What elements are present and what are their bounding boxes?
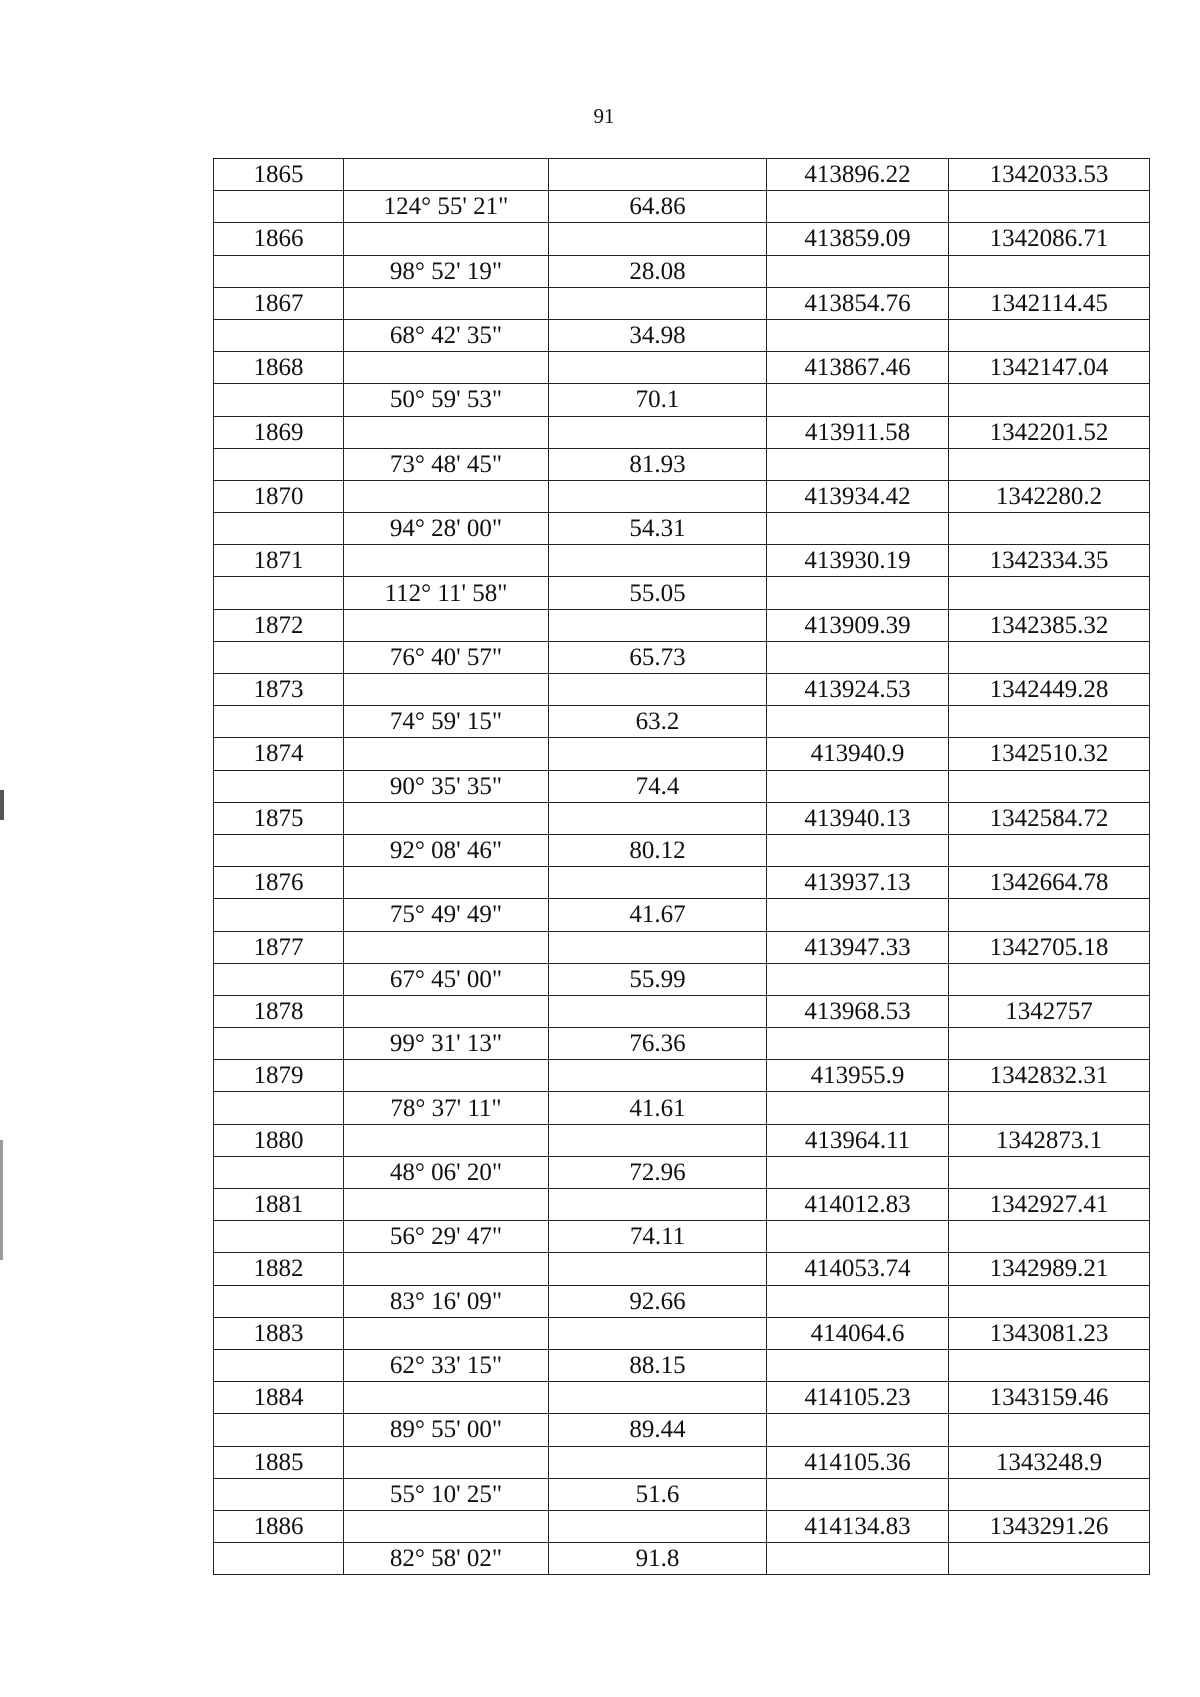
northing-cell: 1342757 (949, 995, 1150, 1027)
station-cell (214, 834, 344, 866)
northing-cell: 1343159.46 (949, 1382, 1150, 1414)
bearing-cell: 92° 08' 46" (344, 834, 549, 866)
station-cell: 1885 (214, 1446, 344, 1478)
table-row (214, 609, 1150, 641)
northing-cell (949, 1028, 1150, 1060)
bearing-cell: 99° 31' 13" (344, 1028, 549, 1060)
table-row (214, 1510, 1150, 1542)
northing-cell (949, 1156, 1150, 1188)
easting-cell (767, 1414, 949, 1446)
table-row (214, 1382, 1150, 1414)
distance-cell (549, 1382, 767, 1414)
distance-cell: 51.6 (549, 1478, 767, 1510)
station-cell: 1884 (214, 1382, 344, 1414)
northing-cell (949, 706, 1150, 738)
coordinates-table (213, 158, 1150, 1575)
distance-cell: 28.08 (549, 255, 767, 287)
northing-cell: 1342334.35 (949, 545, 1150, 577)
table-row (214, 706, 1150, 738)
station-cell: 1883 (214, 1317, 344, 1349)
station-cell: 1874 (214, 738, 344, 770)
station-cell (214, 1221, 344, 1253)
station-cell: 1876 (214, 867, 344, 899)
station-cell: 1865 (214, 159, 344, 191)
table-row (214, 770, 1150, 802)
distance-cell: 72.96 (549, 1156, 767, 1188)
bearing-cell: 75° 49' 49" (344, 899, 549, 931)
northing-cell: 1342201.52 (949, 416, 1150, 448)
bearing-cell (344, 674, 549, 706)
bearing-cell: 98° 52' 19" (344, 255, 549, 287)
northing-cell (949, 963, 1150, 995)
bearing-cell (344, 545, 549, 577)
station-cell: 1886 (214, 1510, 344, 1542)
easting-cell (767, 1221, 949, 1253)
distance-cell (549, 738, 767, 770)
station-cell (214, 1092, 344, 1124)
distance-cell: 55.99 (549, 963, 767, 995)
easting-cell: 414064.6 (767, 1317, 949, 1349)
easting-cell (767, 255, 949, 287)
distance-cell (549, 1317, 767, 1349)
bearing-cell (344, 480, 549, 512)
table-row (214, 867, 1150, 899)
station-cell (214, 770, 344, 802)
easting-cell: 413924.53 (767, 674, 949, 706)
table-row (214, 1189, 1150, 1221)
station-cell (214, 899, 344, 931)
bearing-cell: 55° 10' 25" (344, 1478, 549, 1510)
table-row (214, 448, 1150, 480)
table-row (214, 352, 1150, 384)
northing-cell: 1342664.78 (949, 867, 1150, 899)
table-row (214, 577, 1150, 609)
easting-cell (767, 1028, 949, 1060)
northing-cell (949, 319, 1150, 351)
bearing-cell (344, 931, 549, 963)
table-row (214, 416, 1150, 448)
easting-cell: 414105.23 (767, 1382, 949, 1414)
easting-cell (767, 1349, 949, 1381)
bearing-cell (344, 416, 549, 448)
table-row (214, 834, 1150, 866)
northing-cell: 1343081.23 (949, 1317, 1150, 1349)
table-row (214, 802, 1150, 834)
northing-cell: 1342705.18 (949, 931, 1150, 963)
northing-cell: 1343248.9 (949, 1446, 1150, 1478)
table-row (214, 159, 1150, 191)
station-cell (214, 1285, 344, 1317)
northing-cell (949, 577, 1150, 609)
easting-cell (767, 1285, 949, 1317)
station-cell (214, 1349, 344, 1381)
northing-cell (949, 1092, 1150, 1124)
station-cell: 1867 (214, 287, 344, 319)
table-row (214, 674, 1150, 706)
bearing-cell (344, 159, 549, 191)
easting-cell: 413968.53 (767, 995, 949, 1027)
northing-cell: 1342280.2 (949, 480, 1150, 512)
table-row (214, 1221, 1150, 1253)
distance-cell (549, 480, 767, 512)
distance-cell: 54.31 (549, 513, 767, 545)
northing-cell: 1343291.26 (949, 1510, 1150, 1542)
easting-cell (767, 1156, 949, 1188)
table-row (214, 1253, 1150, 1285)
distance-cell (549, 1253, 767, 1285)
easting-cell: 413940.9 (767, 738, 949, 770)
bearing-cell: 124° 55' 21" (344, 191, 549, 223)
table-row (214, 1414, 1150, 1446)
table-row (214, 995, 1150, 1027)
northing-cell (949, 1478, 1150, 1510)
bearing-cell (344, 1317, 549, 1349)
easting-cell (767, 1543, 949, 1575)
station-cell (214, 963, 344, 995)
northing-cell (949, 1543, 1150, 1575)
table-row (214, 191, 1150, 223)
easting-cell (767, 384, 949, 416)
scan-edge-mark (0, 1140, 3, 1260)
table-row (214, 384, 1150, 416)
table-row (214, 545, 1150, 577)
easting-cell: 414053.74 (767, 1253, 949, 1285)
distance-cell (549, 159, 767, 191)
northing-cell (949, 641, 1150, 673)
table-row (214, 255, 1150, 287)
bearing-cell (344, 867, 549, 899)
northing-cell: 1342449.28 (949, 674, 1150, 706)
easting-cell: 414105.36 (767, 1446, 949, 1478)
station-cell: 1871 (214, 545, 344, 577)
table-row (214, 1349, 1150, 1381)
station-cell (214, 513, 344, 545)
station-cell: 1873 (214, 674, 344, 706)
easting-cell: 413937.13 (767, 867, 949, 899)
easting-cell: 413934.42 (767, 480, 949, 512)
station-cell (214, 255, 344, 287)
easting-cell (767, 448, 949, 480)
northing-cell (949, 1349, 1150, 1381)
northing-cell: 1342510.32 (949, 738, 1150, 770)
station-cell: 1875 (214, 802, 344, 834)
distance-cell: 63.2 (549, 706, 767, 738)
easting-cell (767, 706, 949, 738)
distance-cell (549, 802, 767, 834)
bearing-cell: 89° 55' 00" (344, 1414, 549, 1446)
bearing-cell: 78° 37' 11" (344, 1092, 549, 1124)
bearing-cell: 48° 06' 20" (344, 1156, 549, 1188)
distance-cell: 81.93 (549, 448, 767, 480)
table-row (214, 1092, 1150, 1124)
page-number: 91 (593, 104, 615, 128)
table-row (214, 1478, 1150, 1510)
distance-cell (549, 287, 767, 319)
bearing-cell (344, 1510, 549, 1542)
distance-cell: 89.44 (549, 1414, 767, 1446)
bearing-cell: 90° 35' 35" (344, 770, 549, 802)
station-cell (214, 319, 344, 351)
easting-cell (767, 770, 949, 802)
table-row (214, 319, 1150, 351)
station-cell: 1879 (214, 1060, 344, 1092)
station-cell: 1878 (214, 995, 344, 1027)
bearing-cell (344, 1382, 549, 1414)
easting-cell (767, 319, 949, 351)
station-cell (214, 448, 344, 480)
bearing-cell (344, 287, 549, 319)
table-row (214, 963, 1150, 995)
distance-cell (549, 416, 767, 448)
distance-cell: 74.11 (549, 1221, 767, 1253)
table-row (214, 738, 1150, 770)
bearing-cell (344, 738, 549, 770)
table-row (214, 1446, 1150, 1478)
bearing-cell (344, 223, 549, 255)
easting-cell (767, 1092, 949, 1124)
northing-cell (949, 513, 1150, 545)
easting-cell (767, 641, 949, 673)
northing-cell: 1342114.45 (949, 287, 1150, 319)
northing-cell (949, 770, 1150, 802)
northing-cell: 1342086.71 (949, 223, 1150, 255)
easting-cell: 413930.19 (767, 545, 949, 577)
station-cell: 1868 (214, 352, 344, 384)
bearing-cell (344, 609, 549, 641)
distance-cell (549, 1124, 767, 1156)
distance-cell (549, 1510, 767, 1542)
table-row (214, 1060, 1150, 1092)
bearing-cell: 50° 59' 53" (344, 384, 549, 416)
distance-cell (549, 867, 767, 899)
distance-cell: 76.36 (549, 1028, 767, 1060)
bearing-cell (344, 1060, 549, 1092)
station-cell (214, 1156, 344, 1188)
station-cell: 1881 (214, 1189, 344, 1221)
bearing-cell: 68° 42' 35" (344, 319, 549, 351)
distance-cell: 41.61 (549, 1092, 767, 1124)
easting-cell (767, 899, 949, 931)
northing-cell: 1342033.53 (949, 159, 1150, 191)
table-row (214, 223, 1150, 255)
bearing-cell (344, 802, 549, 834)
northing-cell (949, 1221, 1150, 1253)
distance-cell: 92.66 (549, 1285, 767, 1317)
easting-cell: 413940.13 (767, 802, 949, 834)
bearing-cell (344, 352, 549, 384)
station-cell: 1869 (214, 416, 344, 448)
station-cell (214, 1028, 344, 1060)
station-cell (214, 384, 344, 416)
bearing-cell: 94° 28' 00" (344, 513, 549, 545)
easting-cell: 413909.39 (767, 609, 949, 641)
easting-cell: 414134.83 (767, 1510, 949, 1542)
table-row (214, 1124, 1150, 1156)
table-row (214, 641, 1150, 673)
northing-cell: 1342873.1 (949, 1124, 1150, 1156)
scan-edge-mark (0, 790, 4, 820)
northing-cell (949, 255, 1150, 287)
distance-cell: 34.98 (549, 319, 767, 351)
station-cell (214, 1543, 344, 1575)
table-row (214, 513, 1150, 545)
northing-cell (949, 448, 1150, 480)
table-row (214, 1028, 1150, 1060)
bearing-cell: 82° 58' 02" (344, 1543, 549, 1575)
northing-cell: 1342584.72 (949, 802, 1150, 834)
distance-cell (549, 1060, 767, 1092)
distance-cell: 70.1 (549, 384, 767, 416)
distance-cell: 41.67 (549, 899, 767, 931)
easting-cell (767, 191, 949, 223)
table-row (214, 1285, 1150, 1317)
distance-cell (549, 223, 767, 255)
table-row (214, 1543, 1150, 1575)
station-cell (214, 1414, 344, 1446)
table-row (214, 287, 1150, 319)
table-row (214, 480, 1150, 512)
distance-cell: 55.05 (549, 577, 767, 609)
station-cell: 1882 (214, 1253, 344, 1285)
station-cell: 1880 (214, 1124, 344, 1156)
easting-cell: 413955.9 (767, 1060, 949, 1092)
table-row (214, 1317, 1150, 1349)
distance-cell (549, 1446, 767, 1478)
distance-cell (549, 931, 767, 963)
distance-cell (549, 609, 767, 641)
station-cell (214, 1478, 344, 1510)
northing-cell: 1342147.04 (949, 352, 1150, 384)
distance-cell (549, 674, 767, 706)
bearing-cell (344, 1189, 549, 1221)
distance-cell: 80.12 (549, 834, 767, 866)
station-cell (214, 577, 344, 609)
bearing-cell: 62° 33' 15" (344, 1349, 549, 1381)
table-row (214, 899, 1150, 931)
distance-cell: 74.4 (549, 770, 767, 802)
bearing-cell: 112° 11' 58" (344, 577, 549, 609)
easting-cell: 413947.33 (767, 931, 949, 963)
station-cell (214, 641, 344, 673)
distance-cell: 64.86 (549, 191, 767, 223)
easting-cell (767, 513, 949, 545)
bearing-cell: 73° 48' 45" (344, 448, 549, 480)
easting-cell: 413854.76 (767, 287, 949, 319)
bearing-cell: 74° 59' 15" (344, 706, 549, 738)
station-cell (214, 191, 344, 223)
easting-cell: 413867.46 (767, 352, 949, 384)
bearing-cell (344, 1253, 549, 1285)
distance-cell (549, 352, 767, 384)
northing-cell: 1342927.41 (949, 1189, 1150, 1221)
northing-cell: 1342989.21 (949, 1253, 1150, 1285)
station-cell: 1870 (214, 480, 344, 512)
bearing-cell (344, 995, 549, 1027)
distance-cell: 91.8 (549, 1543, 767, 1575)
northing-cell (949, 1414, 1150, 1446)
northing-cell (949, 834, 1150, 866)
easting-cell: 413964.11 (767, 1124, 949, 1156)
easting-cell (767, 577, 949, 609)
distance-cell (549, 545, 767, 577)
bearing-cell (344, 1124, 549, 1156)
distance-cell (549, 995, 767, 1027)
easting-cell: 414012.83 (767, 1189, 949, 1221)
bearing-cell: 76° 40' 57" (344, 641, 549, 673)
northing-cell: 1342832.31 (949, 1060, 1150, 1092)
northing-cell (949, 1285, 1150, 1317)
distance-cell: 88.15 (549, 1349, 767, 1381)
station-cell: 1877 (214, 931, 344, 963)
easting-cell (767, 834, 949, 866)
northing-cell (949, 899, 1150, 931)
bearing-cell: 83° 16' 09" (344, 1285, 549, 1317)
easting-cell: 413896.22 (767, 159, 949, 191)
easting-cell: 413911.58 (767, 416, 949, 448)
bearing-cell (344, 1446, 549, 1478)
northing-cell (949, 191, 1150, 223)
easting-cell: 413859.09 (767, 223, 949, 255)
bearing-cell: 67° 45' 00" (344, 963, 549, 995)
bearing-cell: 56° 29' 47" (344, 1221, 549, 1253)
easting-cell (767, 1478, 949, 1510)
table-row (214, 931, 1150, 963)
distance-cell: 65.73 (549, 641, 767, 673)
station-cell (214, 706, 344, 738)
table-row (214, 1156, 1150, 1188)
easting-cell (767, 963, 949, 995)
station-cell: 1866 (214, 223, 344, 255)
northing-cell (949, 384, 1150, 416)
station-cell: 1872 (214, 609, 344, 641)
distance-cell (549, 1189, 767, 1221)
northing-cell: 1342385.32 (949, 609, 1150, 641)
